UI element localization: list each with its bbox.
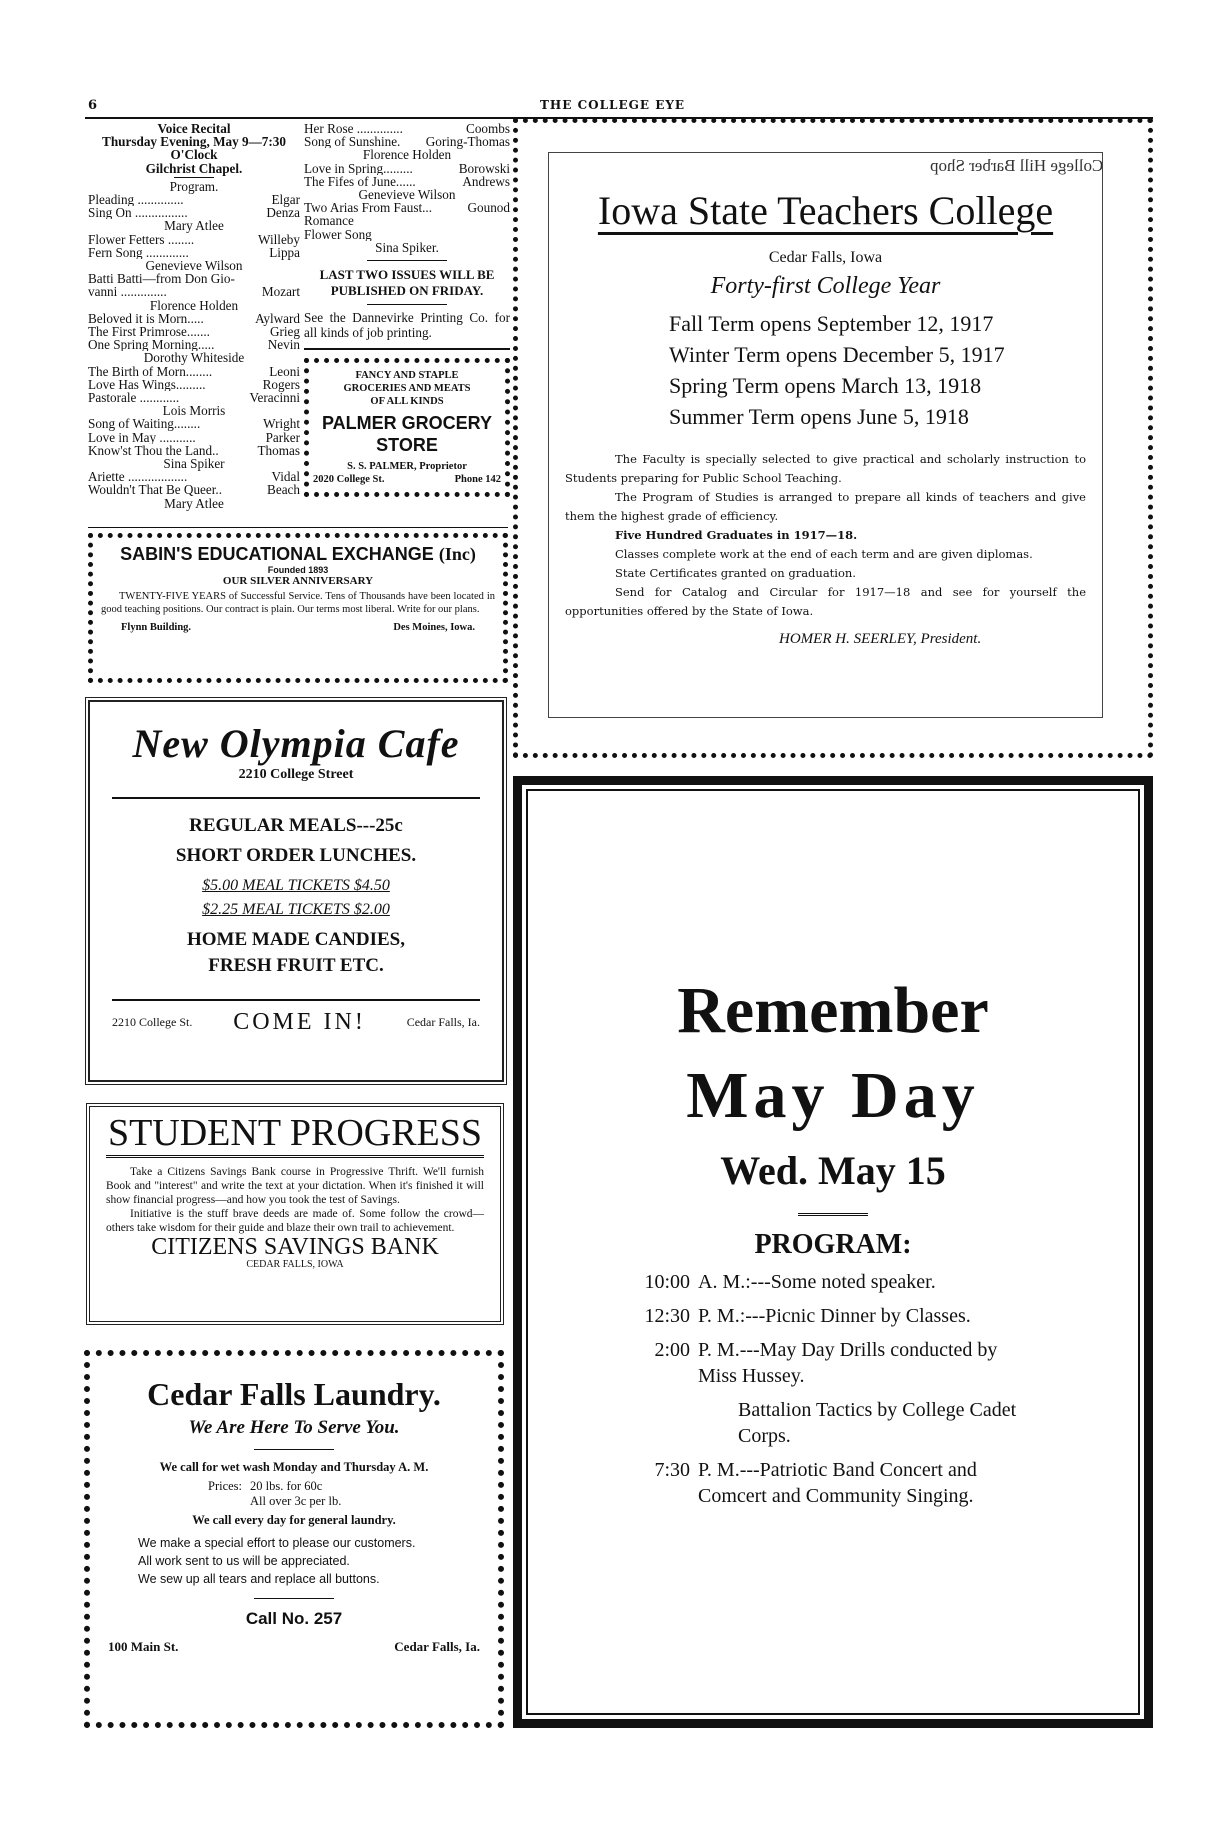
divider [174, 177, 214, 178]
divider [798, 1213, 868, 1217]
divider [106, 1155, 484, 1159]
olympia-ticket: $2.25 MEAL TICKETS $2.00 [202, 901, 390, 918]
term-date: Winter Term opens December 5, 1917 [669, 342, 1005, 367]
palmer-grocery-ad [304, 358, 510, 497]
olympia-address: 2210 College St. [112, 1015, 193, 1029]
recital-place: Gilchrist Chapel. [145, 160, 243, 176]
sabin-founded: Founded 1893 [267, 565, 329, 575]
piece-title: The Fifes of June...... [304, 174, 416, 189]
laundry-line: We sew up all tears and replace all buttons. [138, 1572, 380, 1586]
program-text: P. M.:---Picnic Dinner by Classes. [698, 1305, 971, 1327]
recital-right-column [304, 122, 510, 497]
piece-title: Fern Song ............. [88, 245, 189, 260]
masthead-title: THE COLLEGE EYE [540, 98, 686, 112]
laundry-line: We make a special effort to please our customers. [138, 1536, 416, 1550]
program-item [528, 1337, 1138, 1389]
laundry-city: Cedar Falls, Ia. [394, 1639, 480, 1654]
mayday-ad [513, 776, 1153, 1728]
piece-title: Love in Spring......... [304, 161, 413, 175]
olympia-come-in: COME IN! [233, 1009, 366, 1035]
composer: Andrews [462, 173, 510, 189]
piece-title: Sing On ................ [88, 206, 188, 220]
sabin-address: Flynn Building. [121, 622, 192, 633]
sabin-inc: (Inc) [438, 544, 476, 564]
piece-title: Song of Sunshine. [304, 135, 401, 149]
piece-title: Flower Song [304, 227, 372, 241]
college-paragraph: State Certificates granted on graduation. [615, 566, 856, 580]
program-time: 10:00 [644, 1271, 690, 1293]
laundry-line: All work sent to us will be appreciated. [138, 1554, 350, 1568]
college-paragraph: The Program of Studies is arranged to prepare all kinds of teachers and give them the highest grade of efficiency. [565, 490, 1086, 523]
composer: Denza [266, 205, 300, 221]
price: All over 3c per lb. [250, 1494, 342, 1508]
piece-title: Wouldn't That Be Queer.. [88, 483, 223, 497]
college-paragraph: Classes complete work at the end of each term and are given diplomas. [615, 547, 1033, 561]
composer: Lippa [269, 244, 300, 260]
mayday-date: Wed. May 15 [720, 1148, 946, 1193]
college-ad [548, 152, 1103, 718]
recital-left-column [88, 122, 300, 510]
laundry-phone: Call No. 257 [245, 1609, 343, 1628]
term-date: Spring Term opens March 13, 1918 [669, 373, 982, 398]
sabin-body: TWENTY-FIVE YEARS of Successful Service. Tens of Thousands have been located in good teaching positions. Our contract is plain. Our terms most liberal. Write for our plans. [101, 591, 495, 615]
palmer-line: OF ALL KINDS [370, 396, 444, 408]
sabin-ad [88, 533, 508, 683]
composer: Vidal [271, 469, 300, 485]
laundry-tagline: We Are Here To Serve You. [188, 1417, 400, 1438]
college-signature: HOMER H. SEERLEY, President. [779, 631, 982, 647]
piece-title: Pleading .............. [88, 193, 184, 207]
recital-title: Voice Recital [157, 121, 231, 136]
piece-title: Beloved it is Morn..... [88, 311, 204, 326]
performer-name: Florence Holden [149, 297, 239, 313]
college-year: Forty-first College Year [710, 273, 941, 299]
college-paragraph: The Faculty is specially selected to give practical and scholarly instruction to Students preparing for Public School Teaching. [565, 452, 1086, 485]
program-text: P. M.---Patriotic Band Concert and Comcert and Community Singing. [698, 1459, 977, 1507]
piece-title: vanni .............. [88, 285, 167, 299]
composer: Gounod [467, 200, 510, 216]
program-item [528, 1303, 1138, 1329]
bleed-through-heading: College Hill Barber Shop [930, 156, 1104, 175]
page-number: 6 [88, 98, 98, 113]
program-entry [88, 233, 300, 246]
composer: Veracinni [249, 390, 300, 406]
bank-paragraph: Initiative is the stuff brave deeds are made of. Some follow the crowd—others take wisdom for their guide and blaze their own trail to achievement. [106, 1208, 484, 1234]
program-entry [88, 483, 300, 496]
college-city: Cedar Falls, Iowa [768, 249, 883, 266]
sabin-city: Des Moines, Iowa. [393, 622, 475, 633]
program-time: 12:30 [644, 1305, 690, 1327]
performer-name: Dorothy Whiteside [143, 350, 245, 366]
divider [304, 348, 510, 350]
olympia-title: New Olympia Cafe [132, 721, 460, 766]
olympia-line: REGULAR MEALS---25c [189, 815, 403, 836]
program-text: Battalion Tactics by College Cadet Corps. [738, 1399, 1017, 1447]
bank-title: STUDENT PROGRESS [107, 1112, 483, 1154]
recital-date: Thursday Evening, May 9—7:30 [102, 134, 286, 150]
piece-title: Batti Batti—from Don Gio- [88, 272, 235, 286]
composer: Leoni [269, 363, 300, 379]
program-entry [304, 228, 510, 241]
bank-name: CITIZENS SAVINGS BANK [151, 1234, 439, 1260]
composer: Goring-Thomas [425, 134, 510, 150]
olympia-cafe-ad [88, 700, 504, 1082]
piece-title: Pastorale ............ [88, 391, 180, 405]
olympia-ticket: $5.00 MEAL TICKETS $4.50 [202, 877, 390, 894]
composer: Borowski [458, 160, 510, 176]
piece-title: Song of Waiting........ [88, 417, 201, 431]
performer-name: Sina Spiker. [375, 239, 439, 255]
performer-name: Genevieve Wilson [358, 187, 456, 203]
program-item [528, 1397, 1138, 1449]
piece-title: Romance [304, 214, 354, 228]
program-entry [304, 162, 510, 175]
composer: Rogers [262, 376, 300, 392]
program-text: P. M.---May Day Drills conducted by Miss Hussey. [698, 1339, 998, 1387]
laundry-line: We call for wet wash Monday and Thursday A. M. [159, 1460, 429, 1474]
program-entry [304, 201, 510, 214]
olympia-street: 2210 College Street [238, 767, 354, 782]
divider [367, 304, 447, 305]
sabin-title: SABIN'S EDUCATIONAL EXCHANGE [120, 544, 434, 564]
composer: Grieg [269, 324, 300, 340]
program-text: A. M.:---Some noted speaker. [698, 1271, 936, 1293]
printing-notice: See the Dannevirke Printing Co. for all kinds of job printing. [304, 310, 510, 341]
program-entry [88, 365, 300, 378]
college-paragraph: Send for Catalog and Circular for 1917—18 and see for yourself the opportunities offered by the State of Iowa. [565, 585, 1086, 618]
piece-title: Two Arias From Faust... [304, 201, 433, 215]
composer: Beach [267, 482, 300, 498]
palmer-proprietor: S. S. PALMER, Proprietor [347, 461, 467, 473]
program-item [528, 1269, 1138, 1295]
program-entry [88, 285, 300, 298]
palmer-phone: Phone 142 [454, 474, 501, 486]
divider [112, 999, 480, 1001]
olympia-line: FRESH FRUIT ETC. [208, 955, 384, 976]
piece-title: Flower Fetters ........ [88, 232, 195, 246]
piece-title: One Spring Morning..... [88, 338, 215, 352]
divider [367, 260, 447, 261]
composer: Mozart [261, 284, 300, 300]
program-time [528, 1397, 698, 1449]
piece-title: Ariette .................. [88, 470, 188, 484]
performer-name: Mary Atlee [164, 218, 224, 234]
laundry-address: 100 Main St. [108, 1639, 179, 1654]
piece-title: Know'st Thou the Land.. [88, 443, 219, 458]
program-heading: PROGRAM: [754, 1229, 912, 1260]
bank-paragraph: Take a Citizens Savings Bank course in Progressive Thrift. We'll furnish Book and "interest" and write the text at your dictation. When it's finished it will show financial progress—and how you took the test of Savings. [106, 1166, 484, 1206]
olympia-line: SHORT ORDER LUNCHES. [175, 845, 417, 866]
program-time: 2:00 [654, 1339, 690, 1361]
college-paragraph: Five Hundred Graduates in 1917—18. [615, 528, 858, 542]
palmer-line: GROCERIES AND MEATS [343, 383, 471, 395]
laundry-line: We call every day for general laundry. [192, 1513, 396, 1527]
term-date: Fall Term opens September 12, 1917 [669, 311, 994, 336]
composer: Nevin [267, 337, 300, 353]
composer: Elgar [271, 192, 300, 208]
performer-name: Lois Morris [162, 403, 226, 419]
divider [88, 527, 508, 528]
piece-title: Love in May ........... [88, 430, 196, 444]
mayday-title: May Day [686, 1059, 980, 1132]
price: 20 lbs. for 60c [250, 1479, 323, 1493]
sabin-anniversary: OUR SILVER ANNIVERSARY [222, 575, 374, 587]
recital-oclock: O'Clock [170, 147, 218, 163]
program-time: 7:30 [654, 1459, 690, 1481]
piece-title: The Birth of Morn........ [88, 364, 213, 378]
program-entry [304, 214, 510, 227]
olympia-city: Cedar Falls, Ia. [406, 1015, 480, 1029]
divider [112, 797, 480, 799]
composer: Willeby [258, 231, 300, 247]
laundry-ad [84, 1350, 504, 1728]
program-entry [88, 312, 300, 325]
citizens-bank-ad [86, 1103, 504, 1325]
performer-name: Sina Spiker [163, 456, 225, 472]
composer: Parker [265, 429, 300, 445]
laundry-title: Cedar Falls Laundry. [147, 1376, 441, 1412]
program-item [528, 1457, 1138, 1509]
palmer-address: 2020 College St. [313, 474, 385, 486]
program-entry [88, 431, 300, 444]
performer-name: Florence Holden [362, 147, 452, 163]
performer-name: Genevieve Wilson [145, 258, 243, 274]
piece-title: Love Has Wings......... [88, 377, 206, 392]
divider [254, 1449, 334, 1450]
composer: Thomas [257, 442, 300, 458]
piece-title: Her Rose .............. [304, 122, 403, 136]
composer: Aylward [255, 310, 300, 326]
last-issues-notice: LAST TWO ISSUES WILL BE PUBLISHED ON FRIDAY. [319, 267, 495, 299]
performer-name: Mary Atlee [164, 495, 224, 511]
piece-title: The First Primrose....... [88, 325, 210, 339]
program-label: Program. [169, 178, 219, 194]
divider [254, 1598, 334, 1599]
composer: Wright [263, 416, 300, 432]
composer: Coombs [466, 121, 510, 136]
palmer-name: PALMER GROCERY STORE [321, 413, 492, 456]
olympia-line: HOME MADE CANDIES, [187, 929, 405, 950]
college-title: Iowa State Teachers College [597, 188, 1054, 233]
palmer-line: FANCY AND STAPLE [355, 370, 459, 382]
program-entry [88, 417, 300, 430]
term-date: Summer Term opens June 5, 1918 [669, 404, 969, 429]
mayday-remember: Remember [677, 974, 989, 1047]
bank-city: CEDAR FALLS, IOWA [246, 1259, 344, 1270]
prices-label: Prices: [208, 1479, 243, 1493]
